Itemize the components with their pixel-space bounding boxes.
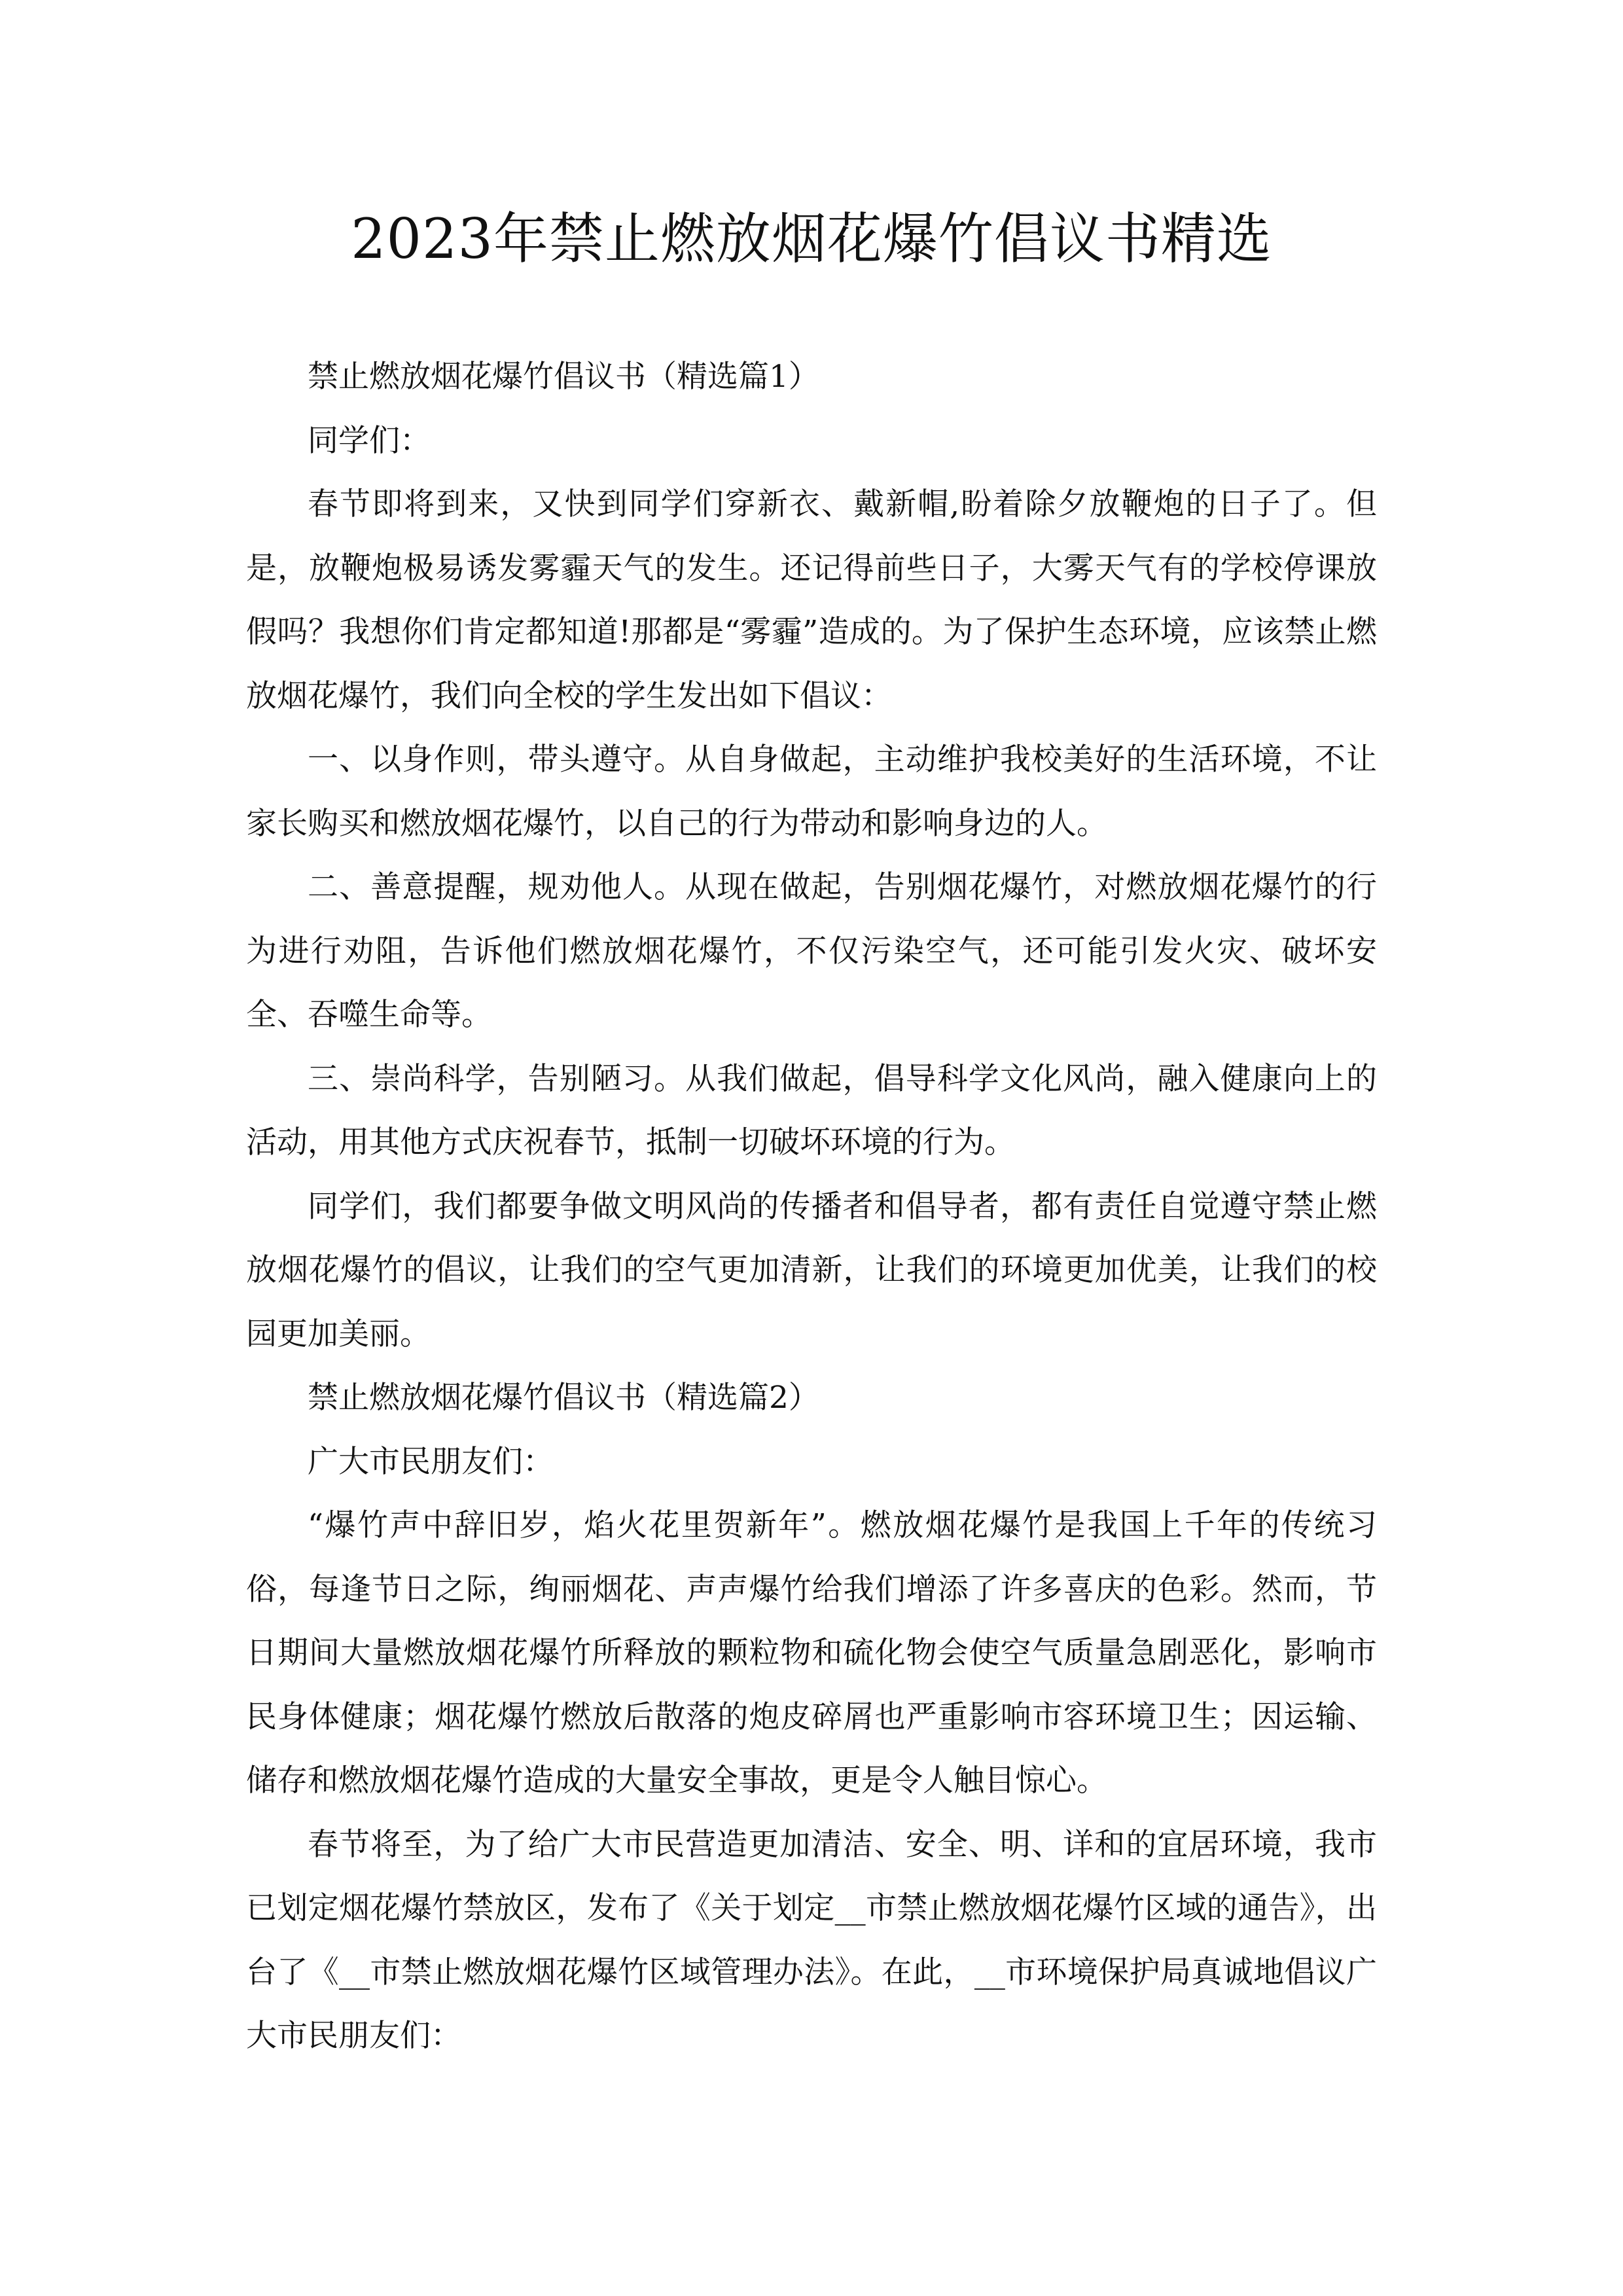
section-heading-2: 禁止燃放烟花爆竹倡议书（精选篇2）	[308, 1380, 819, 1416]
paragraph-item-1: 一、以身作则，带头遵守。从自身做起，主动维护我校美好的生活环境，不让家长购买和燃放烟花爆竹，以自己的行为带动和影响身边的人。	[246, 742, 1377, 842]
salutation-students: 同学们：	[308, 422, 431, 459]
document-body	[246, 345, 1377, 2068]
paragraph-intro: 春节即将到来，又快到同学们穿新衣、戴新帽,盼着除夕放鞭炮的日子了。但是，放鞭炮极易诱发雾霾天气的发生。还记得前些日子，大雾天气有的学校停课放假吗？我想你们肯定都知道!那都是“雾霾”造成的。为了保护生态环境，应该禁止燃放烟花爆竹，我们向全校的学生发出如下倡议：	[246, 486, 1377, 714]
paragraph-tradition: “爆竹声中辞旧岁，焰火花里贺新年”。燃放烟花爆竹是我国上千年的传统习俗，每逢节日之际，绚丽烟花、声声爆竹给我们增添了许多喜庆的色彩。然而，节日期间大量燃放烟花爆竹所释放的颗粒物和硫化物会使空气质量急剧恶化，影响市民身体健康；烟花爆竹燃放后散落的炮皮碎屑也严重影响市容环境卫生；因运输、储存和燃放烟花爆竹造成的大量安全事故，更是令人触目惊心。	[246, 1507, 1377, 1799]
paragraph-spring-festival: 春节将至，为了给广大市民营造更加清洁、安全、明、详和的宜居环境，我市已划定烟花爆竹禁放区，发布了《关于划定__市禁止燃放烟花爆竹区域的通告》，出台了《__市禁止燃放烟花爆竹区域管理办法》。在此，__市环境保护局真诚地倡议广大市民朋友们：	[246, 1826, 1377, 2054]
paragraph-item-3: 三、崇尚科学，告别陋习。从我们做起，倡导科学文化风尚，融入健康向上的活动，用其他方式庆祝春节，抵制一切破坏环境的行为。	[246, 1060, 1377, 1160]
document-title: 2023年禁止燃放烟花爆竹倡议书精选	[351, 207, 1272, 271]
section-heading-1: 禁止燃放烟花爆竹倡议书（精选篇1）	[308, 359, 819, 395]
paragraph-closing-1: 同学们，我们都要争做文明风尚的传播者和倡导者，都有责任自觉遵守禁止燃放烟花爆竹的倡议，让我们的空气更加清新，让我们的环境更加优美，让我们的校园更加美丽。	[246, 1188, 1377, 1352]
paragraph-item-2: 二、善意提醒，规劝他人。从现在做起，告别烟花爆竹，对燃放烟花爆竹的行为进行劝阻，告诉他们燃放烟花爆竹，不仅污染空气，还可能引发火灾、破坏安全、吞噬生命等。	[246, 869, 1377, 1033]
salutation-citizens: 广大市民朋友们：	[308, 1443, 554, 1480]
